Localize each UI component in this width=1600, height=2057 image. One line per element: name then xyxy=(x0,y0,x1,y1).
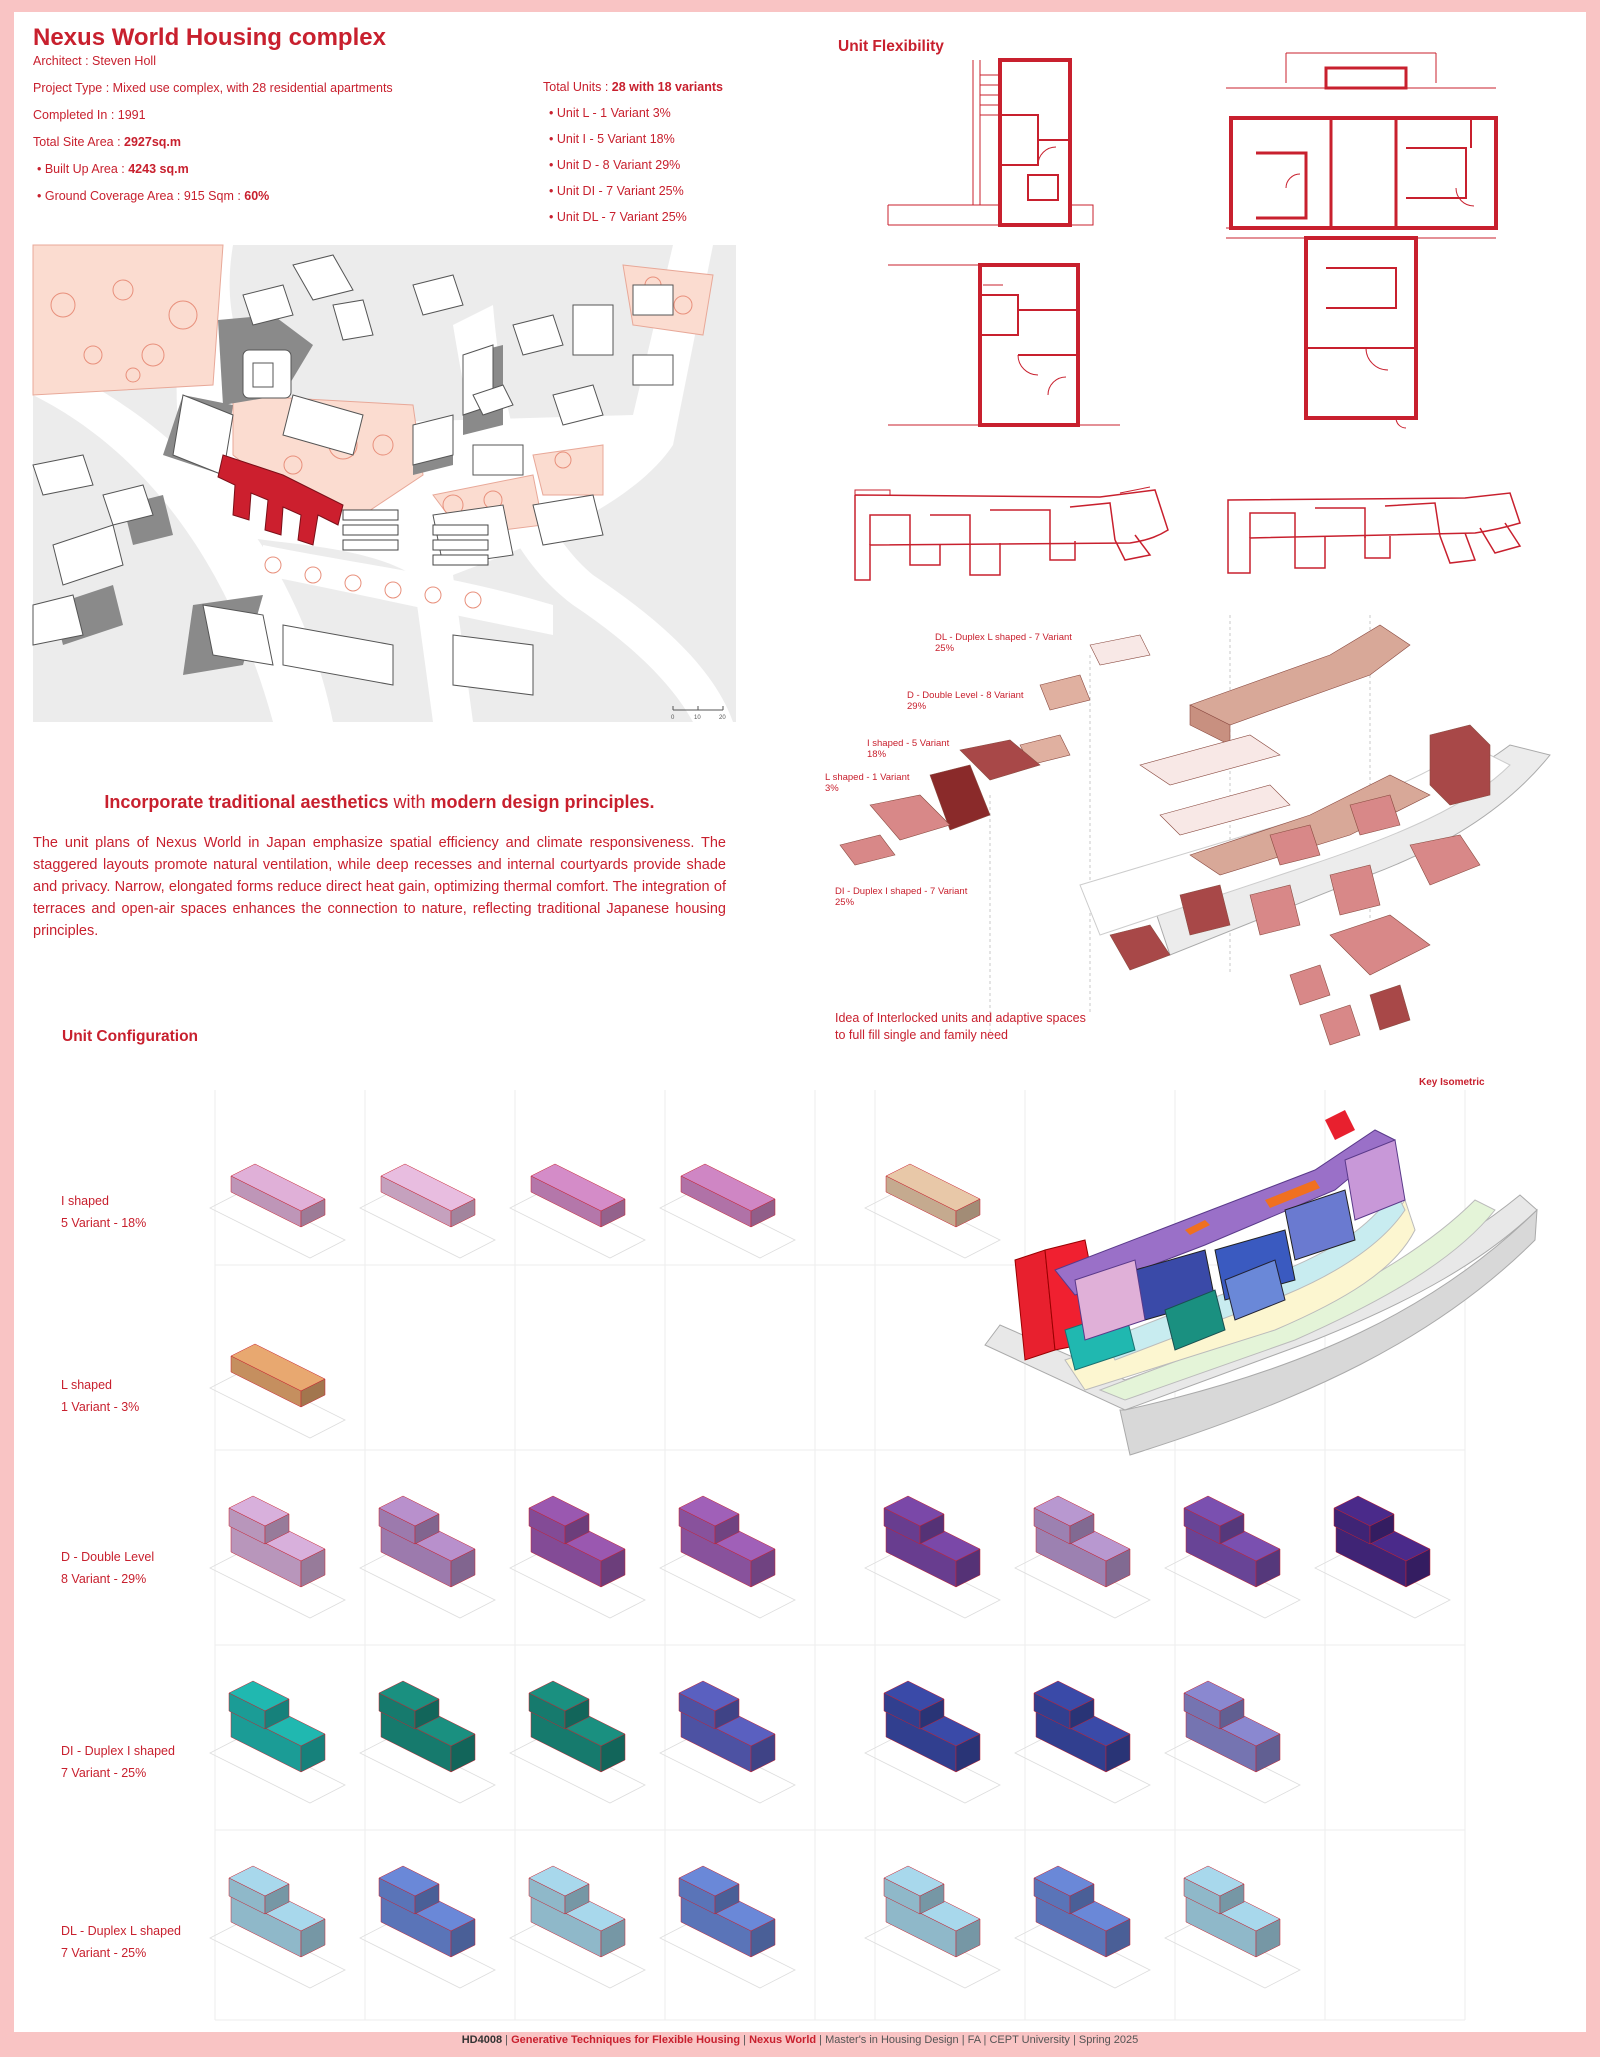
config-row-label-l: L shaped 1 Variant - 3% xyxy=(61,1378,140,1414)
unit-variant-block xyxy=(510,1866,645,1988)
config-row-label-i: I shaped 5 Variant - 18% xyxy=(61,1194,147,1230)
unit-variant-block xyxy=(865,1496,1000,1618)
unit-item: • Unit I - 5 Variant 18% xyxy=(549,132,675,146)
aesthetics-tagline: Incorporate traditional aesthetics with modern design principles. xyxy=(104,792,655,812)
total-units-text: Total Units : 28 with 18 variants xyxy=(543,80,723,94)
unit-variant-block xyxy=(360,1681,495,1803)
config-row-label-d: D - Double Level 8 Variant - 29% xyxy=(61,1550,155,1586)
unit-variant-block xyxy=(210,1866,345,1988)
scale-label: 0 xyxy=(671,715,675,721)
unit-variant-block xyxy=(510,1496,645,1618)
unit-variant-block xyxy=(1165,1496,1300,1618)
unit-variant-block xyxy=(660,1164,795,1258)
unit-variant-block xyxy=(1015,1866,1150,1988)
unit-variant-block xyxy=(1165,1681,1300,1803)
unit-variant-block xyxy=(210,1681,345,1803)
exploded-label-d: D - Double Level - 8 Variant 29% xyxy=(907,690,1024,712)
unit-variant-block xyxy=(865,1866,1000,1988)
unit-item: • Unit DL - 7 Variant 25% xyxy=(549,210,687,224)
unit-variant-block xyxy=(660,1866,795,1988)
project-type-text: Project Type : Mixed use complex, with 28 residential apartments xyxy=(33,81,393,95)
unit-item: • Unit DI - 7 Variant 25% xyxy=(549,184,684,198)
unit-variant-block xyxy=(865,1681,1000,1803)
unit-variant-block xyxy=(210,1344,345,1438)
unit-variant-block xyxy=(510,1681,645,1803)
exploded-caption: Idea of Interlocked units and adaptive spaces to full fill single and family need xyxy=(835,1011,1086,1042)
unit-item: • Unit L - 1 Variant 3% xyxy=(549,106,671,120)
unit-variant-block xyxy=(1015,1681,1150,1803)
unit-variant-block xyxy=(360,1164,495,1258)
unit-flexibility-title: Unit Flexibility xyxy=(838,38,944,55)
site-area-text: Total Site Area : 2927sq.m xyxy=(33,135,182,149)
exploded-label-dl: DL - Duplex L shaped - 7 Variant 25% xyxy=(935,632,1072,654)
unit-variant-block xyxy=(510,1164,645,1258)
unit-configuration-title: Unit Configuration xyxy=(62,1028,199,1045)
aesthetics-paragraph: The unit plans of Nexus World in Japan emphasize spatial efficiency and climate responsiveness. The staggered layouts promote natural ventilation, while deep recesses and internal courtyards provide shade and privacy. Narrow, elongated forms reduce direct heat gain, optimizing thermal comfort. The integration of terraces and open-air spaces enhances the connection to nature, reflecting traditional Japanese housing principles. xyxy=(33,835,726,939)
key-isometric xyxy=(985,1100,1545,1460)
unit-item: • Unit D - 8 Variant 29% xyxy=(549,158,681,172)
scale-label: 20 xyxy=(719,715,726,721)
unit-variant-block xyxy=(660,1681,795,1803)
unit-variant-block xyxy=(1165,1866,1300,1988)
project-title: Nexus World Housing complex xyxy=(33,24,386,51)
built-up-text: • Built Up Area : 4243 sq.m xyxy=(37,162,189,176)
unit-variant-block xyxy=(660,1496,795,1618)
footer: HD4008 | Generative Techniques for Flexible Housing | Nexus World | Master's in Housing Design | FA | CEPT University | Spring 2025 xyxy=(461,2034,1139,2046)
scale-label: 10 xyxy=(694,715,701,721)
key-isometric-label: Key Isometric xyxy=(1419,1077,1485,1088)
exploded-label-di: DI - Duplex I shaped - 7 Variant 25% xyxy=(835,886,968,908)
unit-variant-block xyxy=(210,1496,345,1618)
unit-variant-block xyxy=(360,1866,495,1988)
unit-variant-block xyxy=(210,1164,345,1258)
ground-coverage-text: • Ground Coverage Area : 915 Sqm : 60% xyxy=(37,189,270,203)
unit-variant-block xyxy=(865,1164,1000,1258)
architect-text: Architect : Steven Holl xyxy=(33,54,156,68)
config-row-label-dl: DL - Duplex L shaped 7 Variant - 25% xyxy=(61,1924,181,1960)
unit-variant-block xyxy=(1315,1496,1450,1618)
exploded-label-l: L shaped - 1 Variant 3% xyxy=(825,772,910,794)
unit-variant-block xyxy=(360,1496,495,1618)
unit-variant-block xyxy=(1015,1496,1150,1618)
config-row-label-di: DI - Duplex I shaped 7 Variant - 25% xyxy=(61,1744,175,1780)
completed-text: Completed In : 1991 xyxy=(33,108,146,122)
exploded-label-i: I shaped - 5 Variant 18% xyxy=(867,738,950,760)
